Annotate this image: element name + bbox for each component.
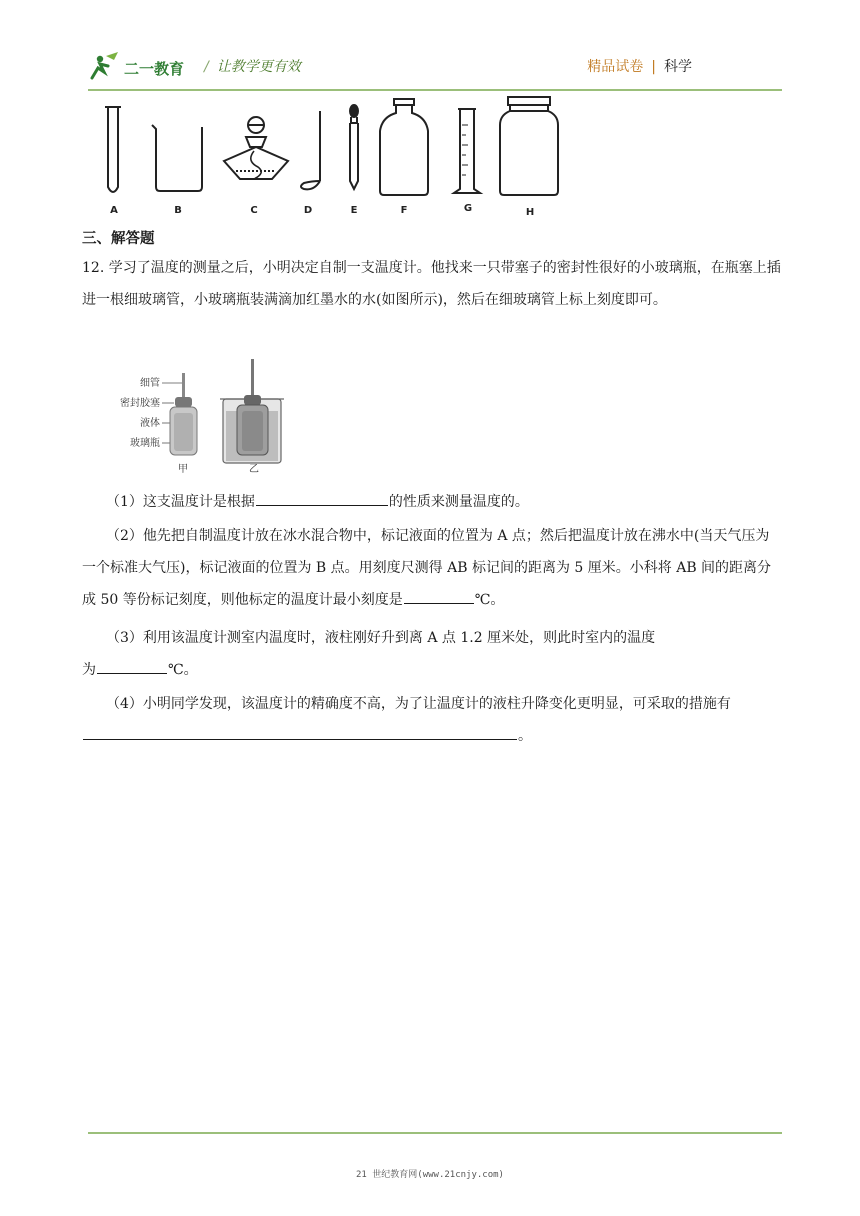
part3-text-end: ℃。 bbox=[168, 662, 198, 678]
fig-label-liquid: 液体 bbox=[140, 418, 160, 429]
footer-divider bbox=[88, 1132, 782, 1134]
header-slogan: / 让教学更有效 bbox=[204, 59, 301, 75]
fig-label-tube: 细管 bbox=[140, 378, 160, 389]
part4-text: （4）小明同学发现，该温度计的精确度不高，为了让温度计的液柱升降变化更明显，可采取的措施有 bbox=[106, 696, 731, 712]
header-divider bbox=[88, 89, 782, 91]
category-label: 精品试卷 bbox=[587, 59, 644, 75]
question-part-1 bbox=[82, 486, 782, 518]
part1-text: （1）这支温度计是根据 bbox=[106, 494, 255, 510]
answer-blank-3[interactable] bbox=[97, 655, 167, 674]
answer-blank-1[interactable] bbox=[256, 487, 388, 506]
logo-text: 二一教育 bbox=[124, 60, 185, 78]
question-part-3-continued bbox=[82, 654, 782, 686]
question-part-3 bbox=[82, 622, 782, 654]
page-footer: 21 世纪教育网(www.21cnjy.com) bbox=[356, 1170, 504, 1180]
runner-logo-icon bbox=[92, 52, 118, 78]
alcohol-lamp-icon bbox=[224, 117, 288, 179]
apparatus-label-f: F bbox=[400, 205, 408, 216]
apparatus-label-c: C bbox=[250, 205, 258, 216]
apparatus-label-e: E bbox=[350, 205, 358, 216]
thermometer-figure bbox=[108, 355, 308, 480]
wide-mouth-bottle-icon bbox=[500, 97, 558, 195]
bottle-jia-icon bbox=[170, 373, 197, 455]
answer-blank-2[interactable] bbox=[404, 585, 474, 604]
part1-text-end: 的性质来测量温度的。 bbox=[388, 494, 529, 510]
apparatus-label-d: D bbox=[303, 205, 313, 216]
reagent-bottle-icon bbox=[380, 99, 428, 195]
question-part-4 bbox=[82, 688, 782, 752]
slogan-text: 让教学更有效 bbox=[216, 59, 301, 75]
fig-label-bottle: 玻璃瓶 bbox=[130, 438, 160, 449]
graduated-cylinder-icon bbox=[454, 109, 480, 193]
subject-label: 科学 bbox=[664, 59, 692, 75]
apparatus-label-g: G bbox=[463, 203, 473, 214]
medicine-spoon-icon bbox=[301, 111, 320, 189]
dropper-icon bbox=[350, 105, 358, 189]
part4-text-end: 。 bbox=[518, 728, 532, 744]
part2-text: （2）他先把自制温度计放在冰水混合物中，标记液面的位置为 A 点；然后把温度计放在沸水中(当天气压为一个标准大气压)，标记液面的位置为 B 点。用刻度尺测得 AB 标记间的距离为 5 厘米。小科将 AB 间的距离分成 50 等份标记刻度，则他标定的温度计最小刻度是 bbox=[82, 528, 772, 608]
apparatus-label-b: B bbox=[174, 205, 182, 216]
section-title: 三、解答题 bbox=[82, 231, 155, 247]
part3-text-start: 为 bbox=[82, 662, 96, 678]
site-logo bbox=[88, 50, 192, 84]
question-part-2 bbox=[82, 520, 782, 616]
header-tags: 精品试卷 | 科学 bbox=[587, 59, 692, 75]
page-header bbox=[88, 44, 782, 90]
question-stem: 12. 学习了温度的测量之后，小明决定自制一支温度计。他找来一只带塞子的密封性很好的小玻璃瓶，在瓶塞上插进一根细玻璃管，小玻璃瓶装满滴加红墨水的水(如图所示)，然后在细玻璃管上标上刻度即可。 bbox=[82, 260, 781, 308]
test-tube-icon bbox=[105, 107, 121, 192]
beaker-icon bbox=[152, 125, 202, 191]
fig-label-stopper: 密封胶塞 bbox=[120, 398, 160, 409]
lab-apparatus-figure bbox=[96, 95, 566, 217]
bottle-in-beaker-icon bbox=[220, 359, 284, 463]
apparatus-label-h: H bbox=[525, 207, 535, 217]
apparatus-label-a: A bbox=[110, 205, 118, 216]
answer-blank-4[interactable] bbox=[83, 721, 517, 740]
fig-caption-yi: 乙 bbox=[249, 464, 259, 475]
part2-text-end: ℃。 bbox=[474, 592, 505, 608]
fig-caption-jia: 甲 bbox=[178, 464, 188, 475]
part3-text: （3）利用该温度计测室内温度时，液柱刚好升到离 A 点 1.2 厘米处，则此时室内的温度 bbox=[106, 630, 656, 646]
